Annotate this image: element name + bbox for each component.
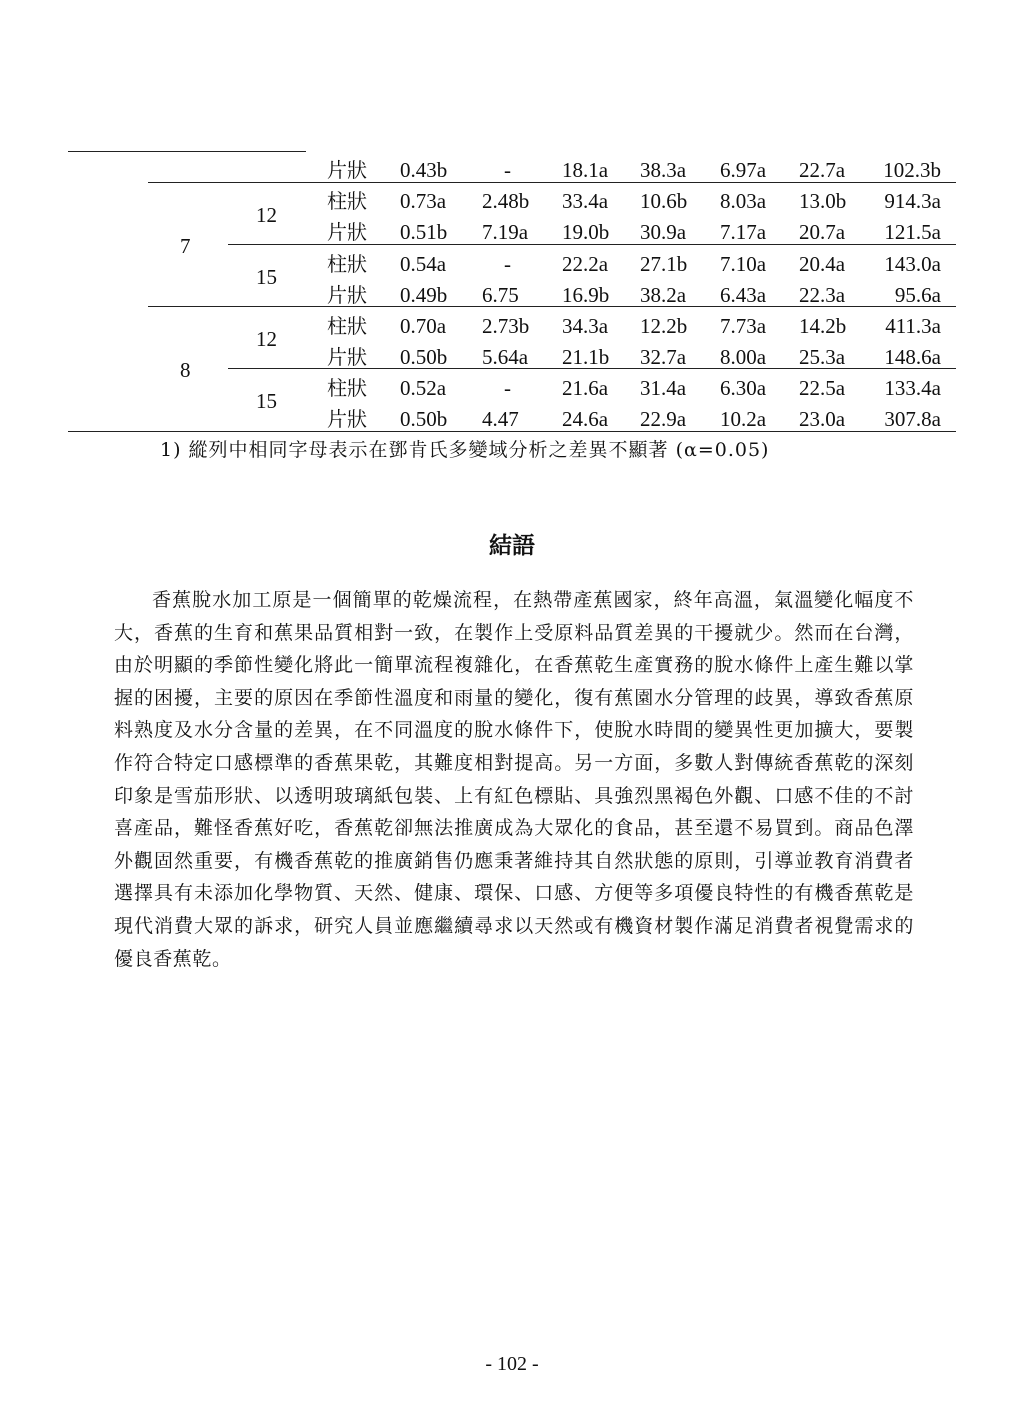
table-cell: 0.54a (400, 252, 447, 276)
table-cell: 0.52a (400, 376, 447, 400)
month-label: 7 (180, 234, 191, 258)
table-cell: 6.75 (482, 283, 519, 307)
table-cell: 32.7a (640, 345, 687, 369)
table-cell: 13.0b (799, 189, 847, 213)
table-cell: 24.6a (562, 407, 609, 431)
shape-cell: 柱狀 (327, 189, 367, 213)
table-cell: 25.3a (799, 345, 846, 369)
table-footnote: 1) 縱列中相同字母表示在鄧肯氏多變域分析之差異不顯著 (α=0.05) (160, 439, 770, 461)
table-cell: 27.1b (640, 252, 688, 276)
table-cell: 30.9a (640, 220, 687, 244)
table-cell: 0.43b (400, 158, 448, 182)
body-paragraph: 香蕉脫水加工原是一個簡單的乾燥流程，在熱帶產蕉國家，終年高溫，氣溫變化幅度不大，香蕉的生育和蕉果品質相對一致，在製作上受原料品質差異的干擾就少。然而在台灣，由於明顯的季節性變化將此一簡單流程複雜化，在香蕉乾生產實務的脫水條件上產生難以掌握的困擾，主要的原因在季節性溫度和雨量的變化，復有蕉園水分管理的歧異，導致香蕉原料熟度及水分含量的差異，在不同溫度的脫水條件下，使脫水時間的變異性更加擴大，要製作符合特定口感標準的香蕉果乾，其難度相對提高。另一方面，多數人對傳統香蕉乾的深刻印象是雪茄形狀、以透明玻璃紙包裝、上有紅色標貼、具強烈黑褐色外觀、口感不佳的不討喜產品，難怪香蕉好吃，香蕉乾卻無法推廣成為大眾化的食品，甚至還不易買到。商品色澤外觀固然重要，有機香蕉乾的推廣銷售仍應秉著維持其自然狀態的原則，引導並教育消費者選擇具有未添加化學物質、天然、健康、環保、口感、方便等多項優良特性的有機香蕉乾是現代消費大眾的訴求，研究人員並應繼續尋求以天然或有機資材製作滿足消費者視覺需求的優良香蕉乾。 (114, 589, 914, 970)
table-cell: 0.73a (400, 189, 447, 213)
table-cell: 7.10a (720, 252, 767, 276)
table-cell: 21.6a (562, 376, 609, 400)
table-cell: 34.3a (562, 314, 609, 338)
table-cell: 121.5a (884, 220, 941, 244)
table-cell: 8.03a (720, 189, 767, 213)
table-cell: - (504, 252, 511, 276)
table-cell: 22.2a (562, 252, 609, 276)
table-cell: 307.8a (884, 407, 941, 431)
table-cell: 7.19a (482, 220, 529, 244)
table-cell: 0.51b (400, 220, 448, 244)
table-cell: 23.0a (799, 407, 846, 431)
table-cell: 4.47 (482, 407, 519, 431)
table-cell: 5.64a (482, 345, 529, 369)
table-top-rule (68, 151, 306, 152)
table-cell: 18.1a (562, 158, 609, 182)
table-bottom-rule (68, 431, 956, 432)
table-cell: - (504, 158, 511, 182)
table-cell: 33.4a (562, 189, 609, 213)
table-cell: 31.4a (640, 376, 687, 400)
table-cell: 10.6b (640, 189, 688, 213)
shape-cell: 片狀 (327, 407, 367, 431)
table-cell: 0.50b (400, 407, 448, 431)
table-cell: 19.0b (562, 220, 610, 244)
table-cell: 22.7a (799, 158, 846, 182)
table-cell: 7.17a (720, 220, 767, 244)
table-cell: 0.49b (400, 283, 448, 307)
table-cell: 102.3b (883, 158, 941, 182)
sub-label: 12 (256, 203, 277, 227)
shape-cell: 柱狀 (327, 314, 367, 338)
table-cell: 20.7a (799, 220, 846, 244)
table-cell: 14.2b (799, 314, 847, 338)
table-cell: 148.6a (884, 345, 941, 369)
table-cell: 20.4a (799, 252, 846, 276)
table-cell: 0.70a (400, 314, 447, 338)
table-cell: 38.3a (640, 158, 687, 182)
table-cell: 0.50b (400, 345, 448, 369)
shape-cell: 片狀 (327, 345, 367, 369)
table-cell: 95.6a (894, 283, 941, 307)
table-cell: 6.43a (720, 283, 767, 307)
table-cell: 2.73b (482, 314, 530, 338)
table-cell: 22.9a (640, 407, 687, 431)
table-cell: 16.9b (562, 283, 610, 307)
table-cell: 22.5a (799, 376, 846, 400)
sub-label: 12 (256, 327, 277, 351)
table-cell: 8.00a (720, 345, 767, 369)
table-cell: 12.2b (640, 314, 688, 338)
table-cell: 7.73a (720, 314, 767, 338)
table-cell: 6.97a (720, 158, 767, 182)
table-cell: 22.3a (799, 283, 846, 307)
table-cell: - (504, 376, 511, 400)
table-cell: 411.3a (885, 314, 941, 338)
table-cell: 143.0a (884, 252, 941, 276)
shape-cell: 片狀 (327, 283, 367, 307)
sub-label: 15 (256, 389, 277, 413)
table-cell: 2.48b (482, 189, 530, 213)
shape-cell: 片狀 (327, 158, 367, 182)
shape-cell: 柱狀 (327, 252, 367, 276)
month-label: 8 (180, 358, 191, 382)
section-heading: 結語 (489, 533, 535, 559)
table-cell: 914.3a (884, 189, 941, 213)
shape-cell: 片狀 (327, 220, 367, 244)
shape-cell: 柱狀 (327, 376, 367, 400)
table-cell: 21.1b (562, 345, 610, 369)
table-cell: 133.4a (884, 376, 941, 400)
table-cell: 6.30a (720, 376, 767, 400)
table-rule-group7-top (148, 182, 956, 183)
page-number: - 102 - (485, 1353, 539, 1375)
table-cell: 10.2a (720, 407, 767, 431)
table-cell: 38.2a (640, 283, 687, 307)
table-rule-group7-mid (228, 244, 956, 245)
sub-label: 15 (256, 265, 277, 289)
